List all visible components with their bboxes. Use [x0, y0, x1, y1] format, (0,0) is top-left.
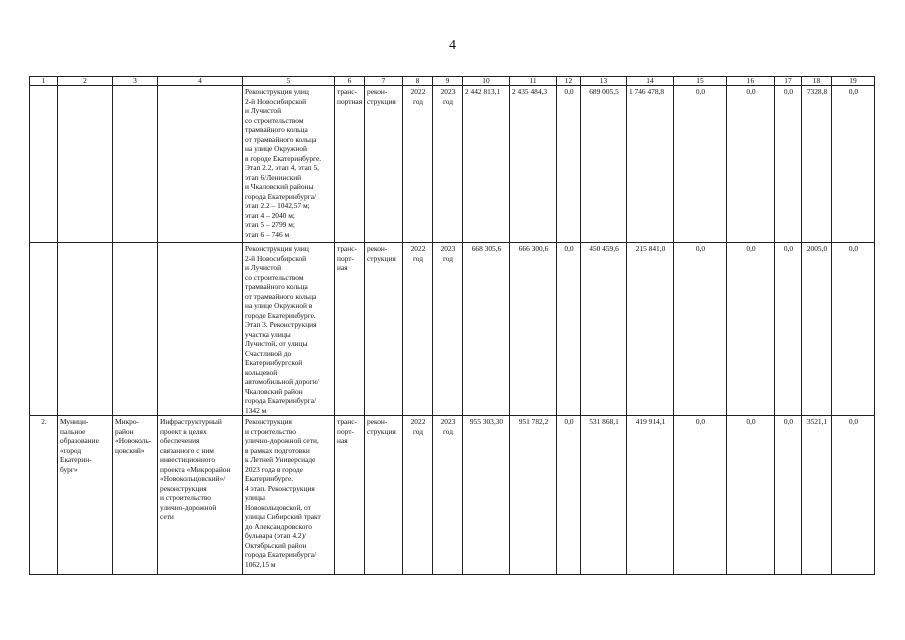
- value-cell: 951 782,2: [510, 416, 557, 575]
- page-number: 4: [449, 38, 456, 53]
- value-cell: 0,0: [775, 86, 802, 243]
- column-number: 12: [557, 77, 581, 86]
- column-number: 15: [674, 77, 727, 86]
- value-cell: 0,0: [557, 243, 581, 416]
- value-cell: 0,0: [832, 243, 875, 416]
- column-number: 8: [403, 77, 433, 86]
- work-type-cell: рекон- струкция: [365, 416, 403, 575]
- column-number: 14: [627, 77, 674, 86]
- municipality-cell: Муници- пальное образование «город Екатерин- бург»: [58, 416, 113, 575]
- value-cell: 666 300,6: [510, 243, 557, 416]
- value-cell: 2 435 484,3: [510, 86, 557, 243]
- column-number: 11: [510, 77, 557, 86]
- column-number: 16: [727, 77, 775, 86]
- column-number: 17: [775, 77, 802, 86]
- column-number: 1: [30, 77, 58, 86]
- value-cell: 2 442 813,1: [463, 86, 510, 243]
- value-cell: 0,0: [727, 416, 775, 575]
- infrastructure-type-cell: транс- порт- ная: [335, 416, 365, 575]
- value-cell: 2005,0: [802, 243, 832, 416]
- value-cell: 450 459,6: [581, 243, 627, 416]
- value-cell: 3521,1: [802, 416, 832, 575]
- value-cell: 689 005,5: [581, 86, 627, 243]
- column-number: 7: [365, 77, 403, 86]
- table-row: [30, 243, 875, 416]
- value-cell: 7328,8: [802, 86, 832, 243]
- value-cell: 0,0: [832, 416, 875, 575]
- value-cell: 0,0: [775, 416, 802, 575]
- column-number: 13: [581, 77, 627, 86]
- district-cell: [113, 86, 158, 243]
- value-cell: 0,0: [727, 86, 775, 243]
- project-cell: [158, 243, 243, 416]
- start-year-cell: 2022 год: [403, 243, 433, 416]
- column-number: 10: [463, 77, 510, 86]
- value-cell: 0,0: [832, 86, 875, 243]
- infrastructure-type-cell: транс- портная: [335, 86, 365, 243]
- project-cell: Инфраструктурный проект в целях обеспечения связанного с ним инвестиционного проекта «Микрорайон «Новокольцовский»/ реконструкция и строительство улично-дорожной сети: [158, 416, 243, 575]
- district-cell: Микро- район «Новоколь- цовский»: [113, 416, 158, 575]
- work-type-cell: рекон- струкция: [365, 86, 403, 243]
- district-cell: [113, 243, 158, 416]
- column-number: 2: [58, 77, 113, 86]
- value-cell: 955 303,30: [463, 416, 510, 575]
- work-type-cell: рекон- струкция: [365, 243, 403, 416]
- value-cell: 0,0: [557, 416, 581, 575]
- value-cell: 1 746 478,8: [627, 86, 674, 243]
- column-number: 5: [243, 77, 335, 86]
- value-cell: 419 914,1: [627, 416, 674, 575]
- municipality-cell: [58, 243, 113, 416]
- value-cell: 0,0: [674, 243, 727, 416]
- start-year-cell: 2022 год: [403, 416, 433, 575]
- column-number: 18: [802, 77, 832, 86]
- column-number: 9: [433, 77, 463, 86]
- value-cell: 0,0: [727, 243, 775, 416]
- value-cell: 668 305,6: [463, 243, 510, 416]
- end-year-cell: 2023 год: [433, 416, 463, 575]
- column-number: 4: [158, 77, 243, 86]
- investment-projects-table: [29, 76, 875, 575]
- column-number-row: [30, 77, 875, 86]
- value-cell: 0,0: [775, 243, 802, 416]
- row-number-cell: [30, 86, 58, 243]
- row-number-cell: [30, 243, 58, 416]
- table-row: [30, 86, 875, 243]
- column-number: 3: [113, 77, 158, 86]
- object-description-cell: Реконструкция улиц 2-й Новосибирской и Лучистой со строительством трамвайного кольца от трамвайного кольца на улице Окружной в городе Екатеринбурге. Этап 3. Реконструкция участка улицы Лучистой, от улицы Счастливой до Екатеринбургской кольцевой автомобильной дороги/ Чкаловский район города Екатеринбурга/ 1342 м: [243, 243, 335, 416]
- value-cell: 0,0: [674, 416, 727, 575]
- column-number: 19: [832, 77, 875, 86]
- start-year-cell: 2022 год: [403, 86, 433, 243]
- project-cell: [158, 86, 243, 243]
- object-description-cell: Реконструкция и строительство улично-дорожной сети, в рамках подготовки к Летней Универсиаде 2023 года в городе Екатеринбурге. 4 этап. Реконструкция улицы Новокольцовской, от улицы Сибирский тракт до Александровского бульвара (этап 4.2)/ Октябрьский район города Екатеринбурга/ 1062,15 м: [243, 416, 335, 575]
- end-year-cell: 2023 год: [433, 86, 463, 243]
- value-cell: 531 868,1: [581, 416, 627, 575]
- table-row: [30, 416, 875, 575]
- infrastructure-type-cell: транс- порт- ная: [335, 243, 365, 416]
- value-cell: 0,0: [674, 86, 727, 243]
- object-description-cell: Реконструкция улиц 2-й Новосибирской и Лучистой со строительством трамвайного кольца от трамвайного кольца на улице Окружной в городе Екатеринбурге. Этап 2.2, этап 4, этап 5, этап 6/Ленинский и Чкаловский районы города Екатеринбурга/ этап 2.2 – 1042,57 м; этап 4 – 2040 м; этап 5 – 2799 м; этап 6 – 746 м: [243, 86, 335, 243]
- municipality-cell: [58, 86, 113, 243]
- value-cell: 0,0: [557, 86, 581, 243]
- row-number-cell: 2.: [30, 416, 58, 575]
- column-number: 6: [335, 77, 365, 86]
- value-cell: 215 841,0: [627, 243, 674, 416]
- end-year-cell: 2023 год: [433, 243, 463, 416]
